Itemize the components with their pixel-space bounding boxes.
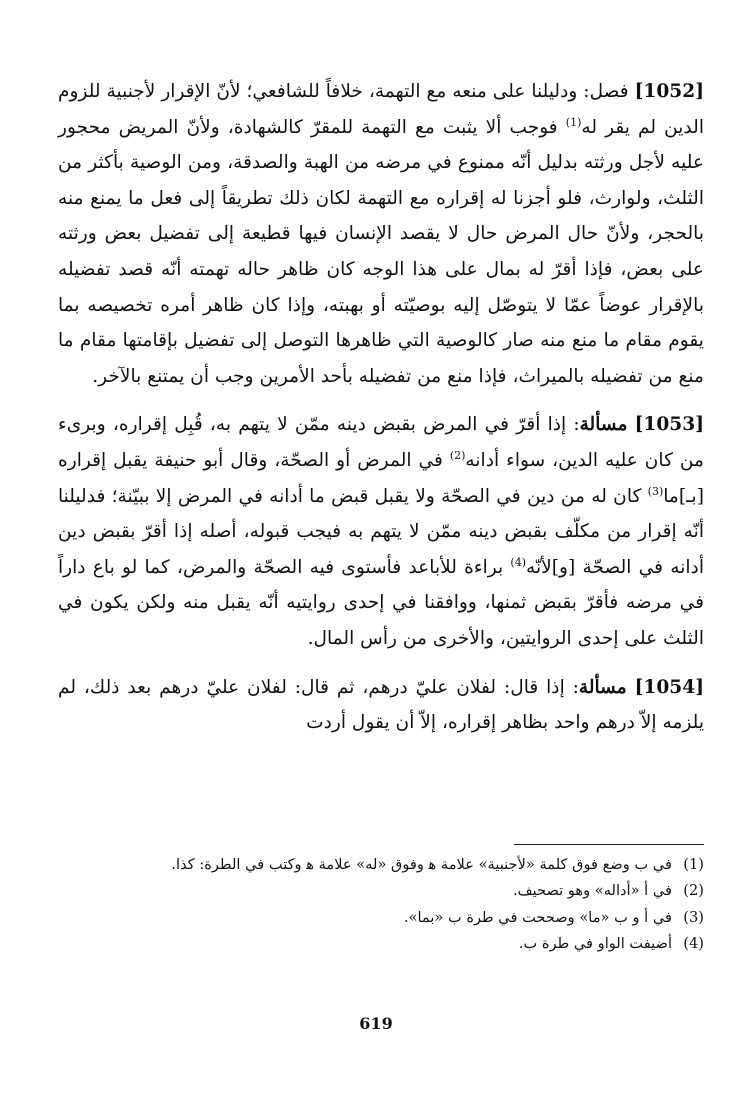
paragraph-1052	[58, 74, 704, 394]
footnote-item	[58, 852, 704, 878]
paragraph-number: [1053]	[634, 414, 704, 436]
paragraph-text: فوجب ألا يثبت مع التهمة للمقرّ كالشهادة، ولأنّ المريض محجور عليه لأجل ورثته بدليل أنّه ممنوع في مرضه من الهبة والصدقة، ومن الوصية بأكثر من الثلث، ولوارث، فلو أجزنا له إقراره مع التهمة لكان ذلك تطريقاً إلى فعل ما يمنع منه بالحجر، ولأنّ حال المرض حال لا يقصد الإنسان فيها قطيعة إلى تفضيل بعض ورثته على بعض، فإذا أقرّ له بمال على هذا الوجه كان ظاهر حاله تهمته أنّه قصد تفضيله بالإقرار عوضاً عمّا لا يتوصّل إليه بوصيّته أو بهبته، وإذا كان ظاهر أمره تخصيصه بما يقوم مقام ما منع منه صار كالوصية التي ظاهرها التوصل إلى تفضيل بإقامتها مقام ما منع من تفضيله بالميراث، فإذا منع من تفضيله بأحد الأمرين وجب أن يمتنع بالآخر.	[58, 116, 704, 387]
paragraph-number: [1054]	[634, 676, 704, 698]
paragraph-label: مسألة	[579, 414, 628, 436]
footnote-number: (1)	[683, 856, 704, 873]
paragraph-text: كان له من دين في الصحّة ولا يقبل قبض ما أدانه في المرض إلا ببيّنة؛ فدليلنا أنّه إقرار من مكلّف بقبض دينه ممّن لا يتهم به فيجب قبوله، أصله إذا أقرّ بقبض دين أدانه في الصحّة [و]لأنّه	[58, 485, 704, 578]
footnote-number: (3)	[683, 908, 704, 926]
page-number: 619	[359, 1014, 393, 1033]
footnote-item	[58, 878, 704, 904]
paragraph-text: براءة للأباعد فأستوى فيه الصحّة والمرض، كما لو باع داراً في مرضه فأقرّ بقبض ثمنها، ووافقنا في إحدى روايتيه أنّه يقبل منه ولكن يكون في الثلث على إحدى الروايتين، والأخرى من رأس المال.	[58, 556, 704, 649]
footnote-ref: (1)	[565, 115, 582, 129]
footnote-ref: (3)	[647, 484, 664, 498]
paragraph-text: : إذا أقرّ في المرض بقبض دينه ممّن لا يتهم به، قُبِل إقراره، وبرىء من كان عليه الدين، سواء أدانه	[58, 414, 704, 471]
paragraph-label: مسألة	[578, 676, 627, 698]
footnote-text: أضيفت الواو في طرة ب.	[518, 935, 672, 953]
paragraph-text: : ودليلنا على منعه مع التهمة، خلافاً للشافعي؛ لأنّ الإقرار لأجنبية للزوم الدين لم يقر له	[58, 81, 705, 138]
footnote-ref: (4)	[510, 555, 527, 569]
footnote-text: في أ و ب «ما» وصححت في طرة ب «بما».	[403, 908, 672, 926]
footnote-number: (2)	[683, 882, 704, 900]
paragraph-text: في المرض أو الصحّة، وقال أبو حنيفة يقبل إقراره [بـ]ما	[58, 449, 704, 507]
paragraph-label: فصل	[589, 81, 629, 102]
footnote-item	[58, 931, 704, 957]
footnote-item	[58, 905, 704, 931]
paragraph-number: [1052]	[634, 81, 704, 102]
footnote-ref: (2)	[449, 448, 466, 462]
footnote-text: في أ «أداله» وهو تصحيف.	[512, 882, 672, 900]
footnotes	[58, 852, 704, 958]
footnote-number: (4)	[683, 935, 704, 953]
footnote-text: في ب وضع فوق كلمة «لأجنبية» علامة ﻫ وفوق «له» علامة ﻫ وكتب في الطرة: كذا.	[171, 856, 672, 873]
paragraph-1053	[58, 407, 704, 656]
paragraph-text: : إذا قال: لفلان عليّ درهم، ثم قال: لفلان عليّ درهم بعد ذلك، لم يلزمه إلاّ درهم واحد بظاهر إقراره، إلاّ أن يقول أردت	[58, 676, 704, 734]
footnote-divider	[514, 844, 704, 845]
paragraph-1054	[58, 670, 704, 741]
main-text	[58, 74, 704, 741]
